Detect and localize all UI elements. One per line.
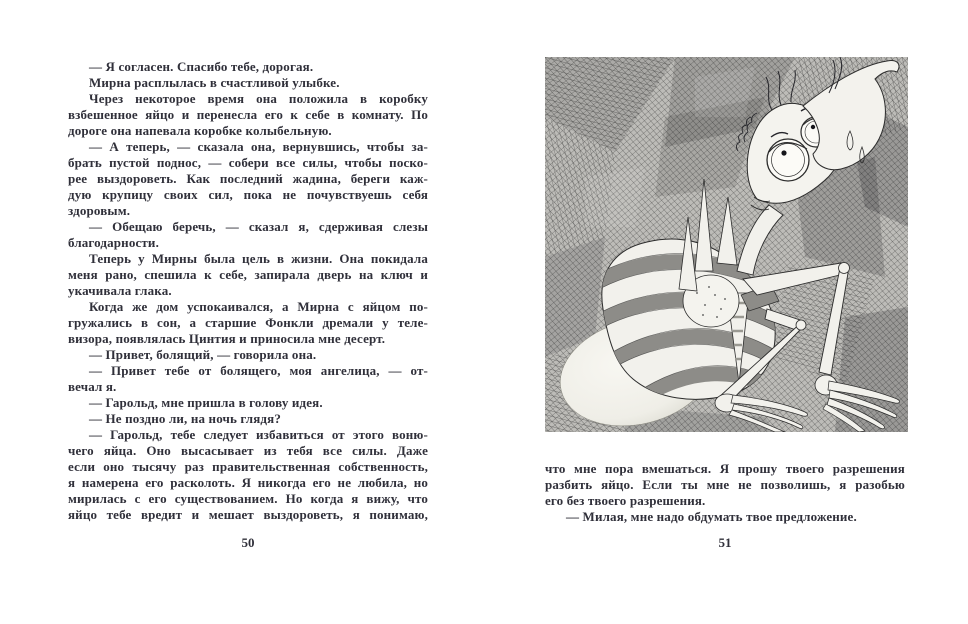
text-line: Через некоторое время она положила в коробку <box>89 91 428 106</box>
text-line: Когда же дом успокаивался, а Мирна с яйцом по- <box>89 299 428 314</box>
text-line: яйцо тебе вредит и мешает выздороветь, я понимаю, <box>68 507 428 522</box>
page-number-left: 50 <box>241 535 255 550</box>
text-line: гружались в сон, а старшие Фонкли дремали у теле- <box>68 315 428 330</box>
text-line: если оно тысячу раз правительственная собственность, <box>68 459 428 474</box>
text-line: вечал я. <box>68 379 117 394</box>
text-line: разбить яйцо. Если ты мне не позволишь, я разобью <box>545 477 905 492</box>
text-line: чего яйца. Оно высасывает из тебя все силы. Даже <box>68 443 428 458</box>
text-line: — Обещаю беречь, — сказал я, сдерживая слезы <box>89 219 428 234</box>
text-line: мирилась с его существованием. Но когда я вижу, что <box>68 491 428 506</box>
text-line: — А теперь, — сказала она, вернувшись, чтобы за- <box>89 139 428 154</box>
text-line: что мне пора вмешаться. Я прошу твоего разрешения <box>545 461 905 476</box>
text-line: — Я согласен. Спасибо тебе, дорогая. <box>89 59 314 74</box>
text-line: — Милая, мне надо обдумать твое предложение. <box>566 509 857 524</box>
text-line: — Привет тебе от болящего, моя ангелица, — от- <box>89 363 428 378</box>
text-line: Мирна расплылась в счастливой улыбке. <box>89 75 340 90</box>
text-line: рее выздороветь. Как последний жадина, береги каж- <box>68 171 428 186</box>
text-line: укачивала глака. <box>68 283 172 298</box>
illustration-svg <box>545 57 908 432</box>
text-line: дороге она напевала коробке колыбельную. <box>68 123 332 138</box>
page-number-right: 51 <box>718 535 732 550</box>
text-line: благодарности. <box>68 235 159 250</box>
text-line: — Гарольд, мне пришла в голову идея. <box>89 395 323 410</box>
page-left-text <box>68 59 428 523</box>
text-line: — Привет, болящий, — говорила она. <box>89 347 317 362</box>
text-line: меня рано, спешила к себе, запирала дверь на ключ и <box>68 267 428 282</box>
text-line: я намерена его расколоть. Я никогда его не любила, но <box>68 475 428 490</box>
text-line: взбешенное яйцо и перенесла его к себе в комнату. По <box>68 107 428 122</box>
text-line: — Не поздно ли, на ночь глядя? <box>89 411 281 426</box>
text-line: дую крупицу своих сил, пока не почувствуешь себя <box>68 187 428 202</box>
creature-eye-large <box>767 139 809 181</box>
text-line: его без твоего разрешения. <box>545 493 706 508</box>
text-line: брать пустой поднос, — собери все силы, чтобы поско- <box>68 155 428 170</box>
illustration <box>545 57 908 432</box>
text-line: Теперь у Мирны была цель в жизни. Она покидала <box>89 251 428 266</box>
page-right-text <box>545 461 905 525</box>
text-line: — Гарольд, тебе следует избавиться от этого воню- <box>89 427 428 442</box>
text-line: здоровым. <box>68 203 131 218</box>
text-line: визора, появлялась Цинтия и приносила мне десерт. <box>68 331 386 346</box>
